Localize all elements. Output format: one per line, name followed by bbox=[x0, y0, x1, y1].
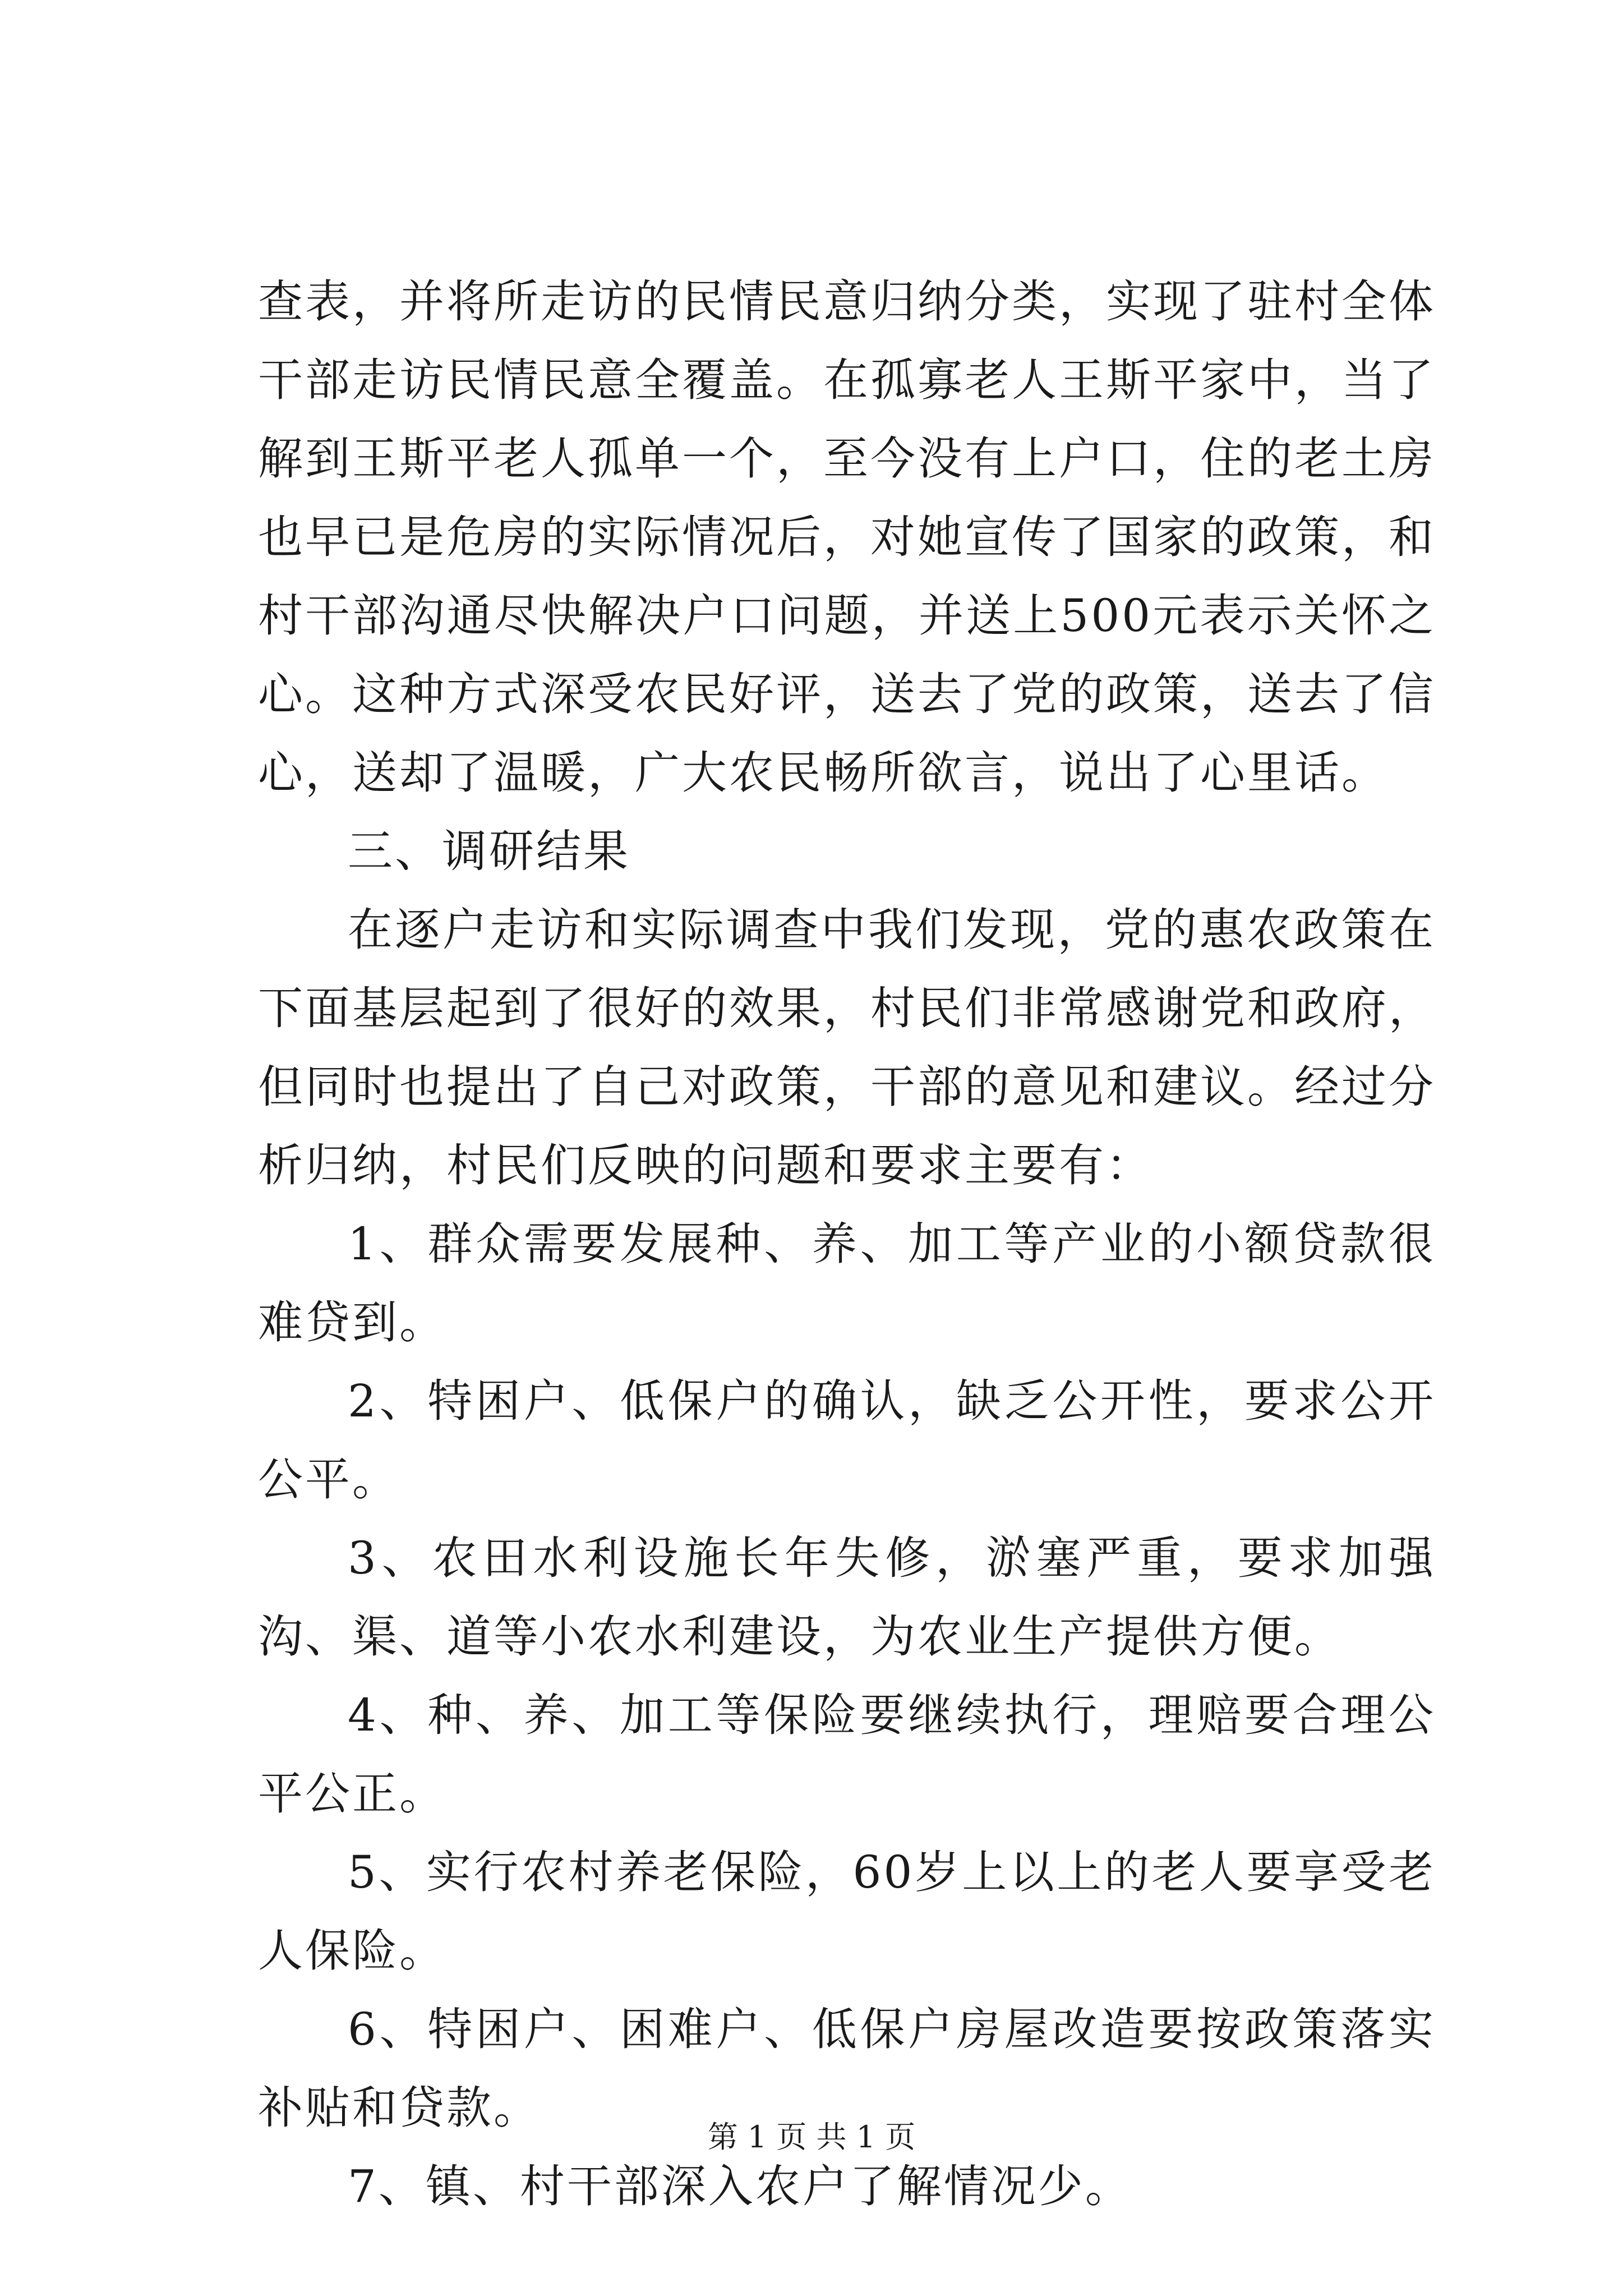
list-item-insurance: 4、种、养、加工等保险要继续执行，理赔要合理公平公正。 bbox=[258, 1689, 1436, 1820]
list-item-cadre-visits: 7、镇、村干部深入农户了解情况少。 bbox=[348, 2160, 1132, 2212]
page-footer: 第 1 页 共 1 页 bbox=[707, 2119, 916, 2155]
paragraph-visit-summary: 查表，并将所走访的民情民意归纳分类，实现了驻村全体干部走访民情民意全覆盖。在孤寡老人王斯平家中，当了解到王斯平老人孤单一个，至今没有上户口，住的老土房也早已是危房的实际情况后，对她宣传了国家的政策，和村干部沟通尽快解决户口问题，并送上500元表示关怀之心。这种方式深受农民好评，送去了党的政策，送去了信心，送却了温暖，广大农民畅所欲言，说出了心里话。 bbox=[258, 275, 1436, 799]
list-item-irrigation: 3、农田水利设施长年失修，淤塞严重，要求加强沟、渠、道等小农水利建设，为农业生产提供方便。 bbox=[258, 1532, 1436, 1663]
list-item-loans: 1、群众需要发展种、养、加工等产业的小额贷款很难贷到。 bbox=[258, 1218, 1436, 1349]
document-body bbox=[258, 263, 1436, 2226]
paragraph-findings: 在逐户走访和实际调查中我们发现，党的惠农政策在下面基层起到了很好的效果，村民们非常感谢党和政府，但同时也提出了自己对政策，干部的意见和建议。经过分析归纳，村民们反映的问题和要求主要有： bbox=[258, 904, 1436, 1191]
section-heading-results: 三、调研结果 bbox=[348, 825, 630, 877]
list-item-housing: 6、特困户、困难户、低保户房屋改造要按政策落实补贴和贷款。 bbox=[258, 2003, 1436, 2134]
list-item-subsidy-confirmation: 2、特困户、低保户的确认，缺乏公开性，要求公开公平。 bbox=[258, 1375, 1436, 1506]
list-item-pension: 5、实行农村养老保险，60岁上以上的老人要享受老人保险。 bbox=[258, 1846, 1436, 1977]
